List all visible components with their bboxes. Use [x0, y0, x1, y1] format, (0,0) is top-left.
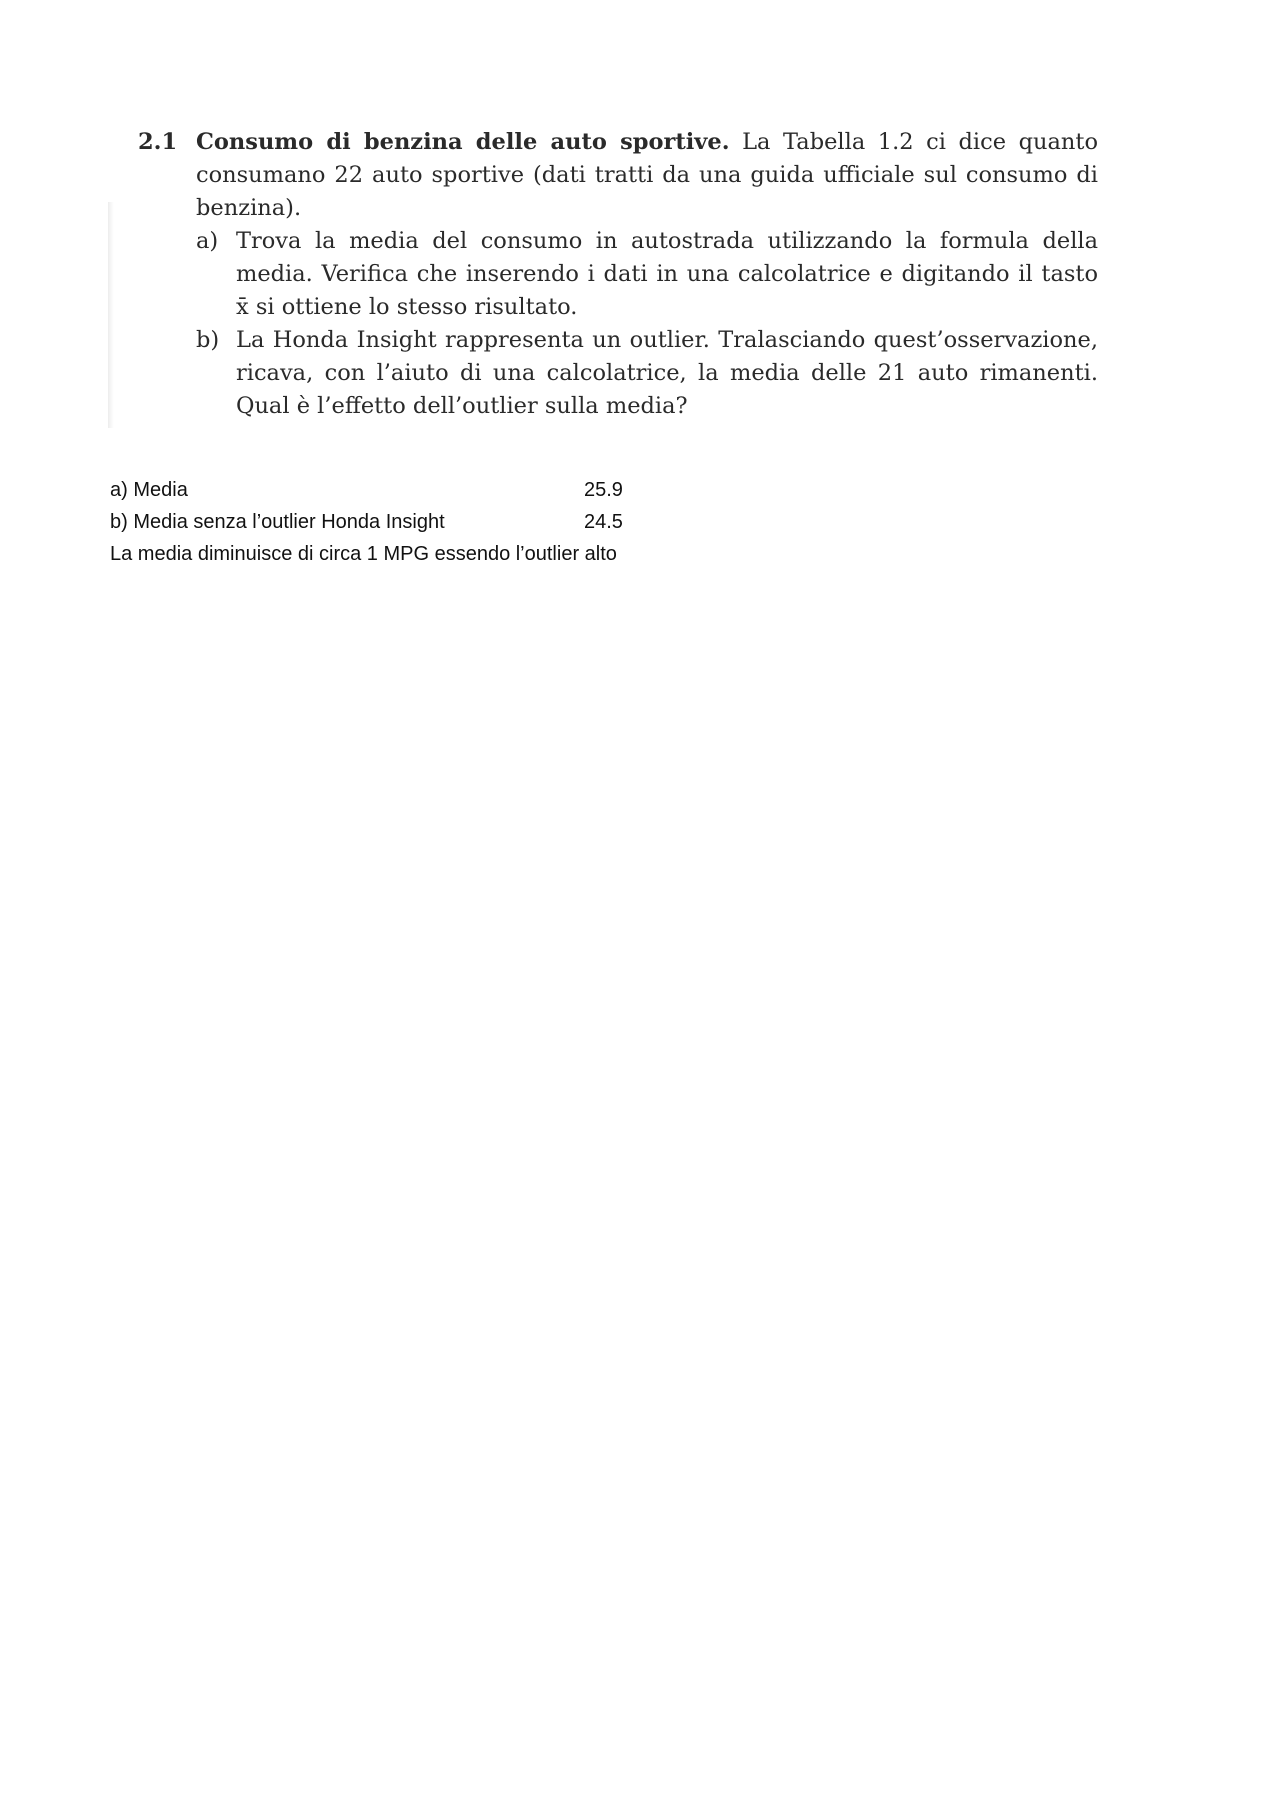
answer-label: a) Media: [110, 479, 188, 501]
exercise-item-text: Trova la media del consumo in autostrada utilizzando la formula della media. Verifica che inserendo i dati in una calcolatrice e digitando il tasto x̄ si ottiene lo stesso risultato.: [236, 228, 1098, 320]
exercise-item-text: La Honda Insight rappresenta un outlier. Tralasciando quest’osservazione, ricava, con l’aiuto di una calcolatrice, la media delle 21 auto rimanenti. Qual è l’effetto dell’outlier sulla media?: [236, 327, 1098, 419]
exercise-header: [196, 126, 1098, 225]
exercise-number: 2.1: [138, 129, 178, 155]
scan-edge-shadow: [108, 202, 114, 428]
exercise-title: Consumo di benzina delle auto sportive.: [196, 129, 730, 155]
answer-value: 24.5: [584, 511, 623, 533]
exercise-intro: La Tabella 1.2 ci dice quanto consumano 22 auto sportive (dati tratti da una guida ufficiale sul consumo di benzina).: [196, 129, 1098, 221]
answer-value: 25.9: [584, 479, 623, 501]
answer-label: b) Media senza l’outlier Honda Insight: [110, 511, 445, 533]
answers-block: [110, 474, 623, 570]
exercise-text: [138, 126, 1098, 423]
scanned-exercise: [108, 116, 1108, 430]
answer-row-a: [110, 474, 623, 506]
answer-conclusion: La media diminuisce di circa 1 MPG essendo l’outlier alto: [110, 543, 617, 565]
exercise-item-b: [196, 324, 1098, 423]
exercise-item-label: b): [196, 327, 220, 353]
answer-row-b: [110, 506, 623, 538]
exercise-item-a: [196, 225, 1098, 324]
exercise-item-label: a): [196, 228, 219, 254]
